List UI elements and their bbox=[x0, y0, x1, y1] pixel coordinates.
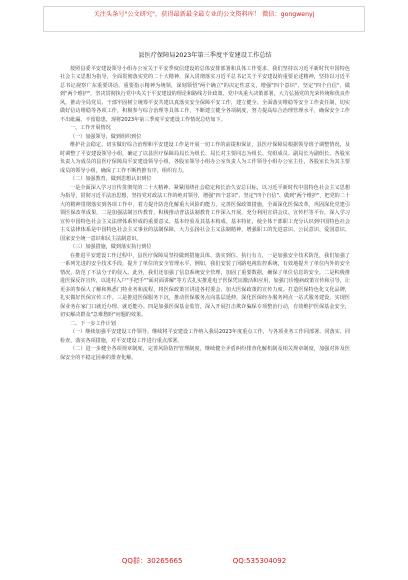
top-banner bbox=[43, 6, 365, 32]
section-heading-2: 二、下一步工作计划 bbox=[70, 320, 116, 327]
document-body bbox=[60, 52, 350, 552]
footer-qq-group: QQ群：30265665 bbox=[121, 557, 183, 565]
document-title: 县医疗保障局2023年第三季度平安建设工作总结 bbox=[138, 52, 272, 59]
paragraph-4: （一）继续加强平安建设工作领导。继续将平安建设工作纳入我局2023年度重点工作，与各项业务工作同部署、同落实、同检查，落实各项措施，对平安建设工作进行重点部署。 bbox=[60, 329, 350, 344]
banner-text: 关注头条号"公文研究"，获得最新最全最专业的公文资料库！ 微信：gongwenyj bbox=[93, 11, 315, 18]
subsection-heading-1: （一）加强领导，做到组织到位 bbox=[70, 133, 142, 140]
paragraph-2: 一是全面深入学习宣传贯彻党的二十大精神、紧紧围绕社会稳定和长治久安总目标，以习近平新时代中国特色社会主义思想为指导，贯彻习近平法治思想，坚持党对政法工作的绝对领导，增强"四个意识"、坚定"四个自信"、做到"两个维护"，把党的二十大的精神贯彻落实到各项工作中，着力提升防范化解重大风险的能力，完善医保政策措施，全面深化医保改革，巩固深化党建引领医保改革成果。二是加强法制宣传教育，积极推动普法法制教育工作深入开展，充分利用宣讲会议、宣传栏等平台，深入学习宣传中国特色社会主义法律体系形成的重要意义、基本经验及其基本构成、基本特征，使全体干部职工充分认识到中国特色社会主义法律体系是中国特色社会主义事业的法制保障，大力弘扬社会主义法制精神，增强职工的先进意识、公民意识、爱国意识、国家安全统一意识和民主法制意识。 bbox=[60, 184, 350, 242]
paragraph-1: 维护社会稳定、切实做好综合治理和平安建设工作是开展一切工作的前提和保证，县医疗保障局根据领导班子调整情况，及时调整了平安建设领导小组，确定了以县医疗保障局局长为组长、局长对主要同志为组长、党组成员、副局长为副组长、各股室负责人为成员的县医疗保障局平安建设领导小组，各股室领导小组办公室负责人为工作领导小组办公室主任，各股室长为其主要成员的领导小组，确保了工作不断档推有序，组织有力。 bbox=[60, 142, 350, 174]
footer-contact bbox=[0, 554, 408, 568]
subsection-heading-3: （三）加强措施，做到落实执行到位 bbox=[70, 244, 152, 250]
section-heading-1: 一、工作开展情况 bbox=[70, 125, 111, 131]
intro-paragraph: 按照县委平安建设领导小组办公室关于平安季度信建设的总体安排部署和具体工作要求，我们坚持以习近平新时代中国特色社会主义思想为指导，全面贯彻落实党的二十大精神，深入贯彻落实习近平总书记关于平安建设的重要论述精神，坚持以习近平总书记视察广东重要讲话、重要指示精神为统领，深刻领悟"两个确立"的决定性意义，增强"四个意识"、坚定"四个自信"、做到"两个维护"，坚决贯彻执行党中央关于平安建设的理论和路线方针政策、党中央重大决策部署，大力弘扬党的光荣传统和优良作风，推动全局党员、干部牢固树立统筹平安共建以真落实安全保障平安工作，建立健全、全面落实维稳等安全工作责任制，切实做好信访维稳等各项工作，积极参与综合治理等具体工作，不断建立健全各项制度，努力提高综合治理管理水平，确保安全工作不出纰漏、不留隐患，现将2023年第三季度平安建设工作情况总结如下。 bbox=[60, 65, 350, 123]
paragraph-5: （二）进一步健全各项规章制度，完善风险防控管理制度，继续健全矛盾纠纷排查化解机制及相关规章制度，加强对涉及医保安全的不稳定因素的排查化解。 bbox=[60, 346, 350, 361]
footer-qq: QQ:535304092 bbox=[232, 557, 287, 565]
paragraph-3: 在推进平安建设工作过程中，县医疗保障局坚持做到措施具体、落实到位、执行有力，一是加强安全技术防范，我们加强了一系列先进的安全技术手段，提升了单位的安全管理水平，例如，我们安装了闭路电视监控系统，有效地提升了单位内外的安全情况，防范了不法分子的侵入。此外，我们还加强了信息系统安全管理，加固了重要数据，确保了单位信息的安全。二是积极推进医保反诈宣传，以进村入户"手把手""面对面讲解"等方式扎实推进电子医保凭证激活和应用，加强门诊慢病政策宣传和引导，让更多的参保人了解和熟悉门特业务和流程，将医保政策宣讲进各村委会，加大医保政策的宣传力度。打造医保特色化文化品牌，扎实做好医保宣传工作。三是推进医保服务下沉，推动医保服务点向基层延伸，深化医保经办服务网点一站式服务建设，实现医保业务在家门口就近办理、就近能办。四是加强医保基金监管，深入开展打击欺诈骗保专项整治行动，有效维护医保基金安全，切实解决群众"急难愁盼"问题的效果。 bbox=[60, 252, 350, 318]
subsection-heading-2: （二）加强教育，做到思想认识到位 bbox=[70, 176, 152, 182]
